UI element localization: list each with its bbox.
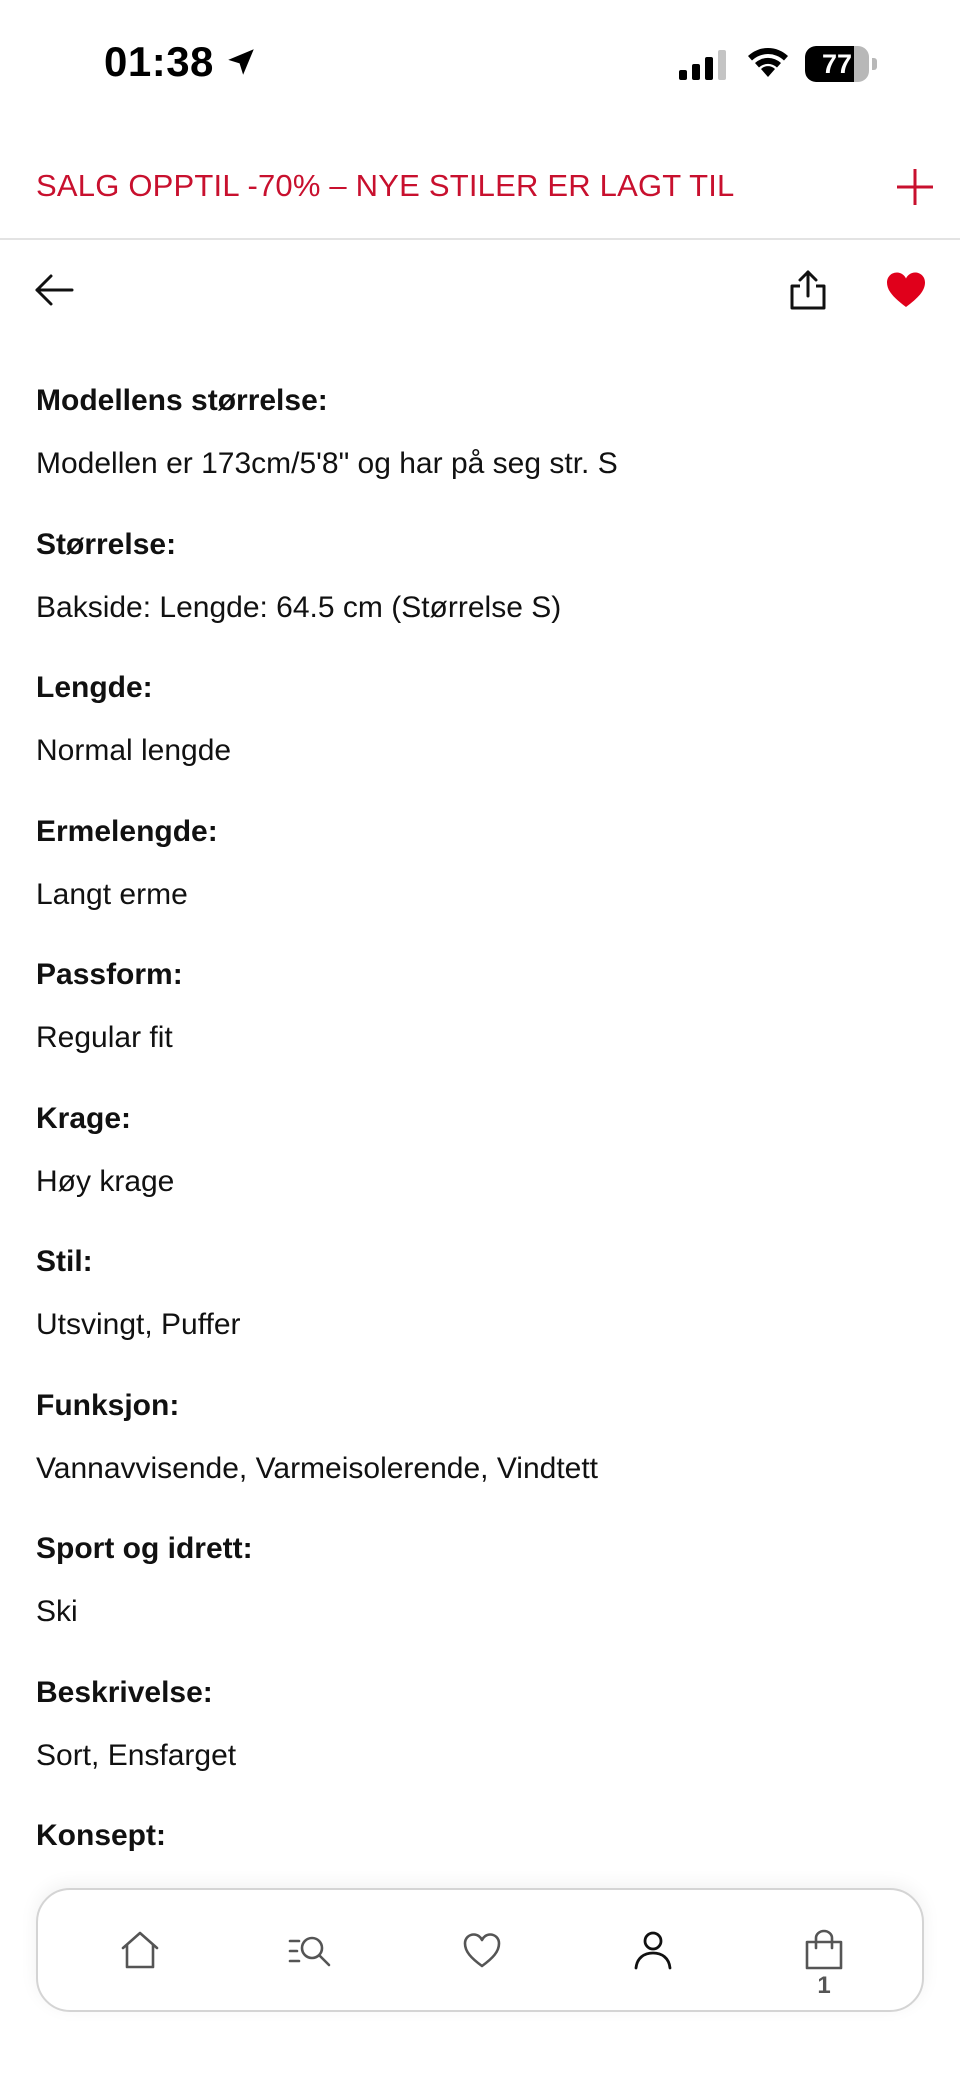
arrow-left-icon[interactable] xyxy=(32,268,76,312)
heart-outline-icon xyxy=(460,1928,504,1972)
attribute-value: Regular fit xyxy=(36,1021,173,1054)
attribute-label: Passform: xyxy=(36,958,183,991)
bag-count-badge: 1 xyxy=(817,1972,831,1999)
tab-favorites[interactable] xyxy=(422,1890,542,2010)
tab-account[interactable] xyxy=(593,1890,713,2010)
attribute-model-size xyxy=(36,374,916,518)
wifi-icon xyxy=(745,44,791,80)
tab-bag[interactable] xyxy=(764,1890,884,2010)
tab-search[interactable] xyxy=(250,1890,370,2010)
status-time: 01:38 xyxy=(104,38,214,85)
location-arrow-icon xyxy=(224,45,258,79)
share-icon[interactable] xyxy=(786,268,830,312)
attribute-label: Sport og idrett: xyxy=(36,1532,253,1565)
shopping-bag-icon xyxy=(802,1928,846,1972)
attribute-sport xyxy=(36,1522,916,1666)
attribute-value: Modellen er 173cm/5'8" og har på seg str. S xyxy=(36,447,618,480)
promo-text: SALG OPPTIL -70% – NYE STILER ER LAGT TIL xyxy=(36,168,735,203)
attribute-collar xyxy=(36,1092,916,1236)
tab-home[interactable] xyxy=(80,1890,200,2010)
battery-body xyxy=(805,46,869,82)
attribute-sleeve-length xyxy=(36,805,916,949)
attribute-description xyxy=(36,1666,916,1810)
attribute-label: Beskrivelse: xyxy=(36,1675,213,1709)
battery-level: 77 xyxy=(821,49,853,79)
attribute-label: Lengde: xyxy=(36,671,153,704)
plus-icon[interactable] xyxy=(894,166,936,208)
attribute-label: Stil: xyxy=(36,1245,93,1278)
home-icon xyxy=(118,1928,162,1972)
attribute-label: Ermelengde: xyxy=(36,814,218,848)
status-time-group xyxy=(104,38,258,86)
cellular-signal-icon xyxy=(679,50,729,80)
attribute-value: Utsvingt, Puffer xyxy=(36,1308,241,1341)
battery-tip xyxy=(872,58,877,70)
attribute-value: Vannavvisende, Varmeisolerende, Vindtett xyxy=(36,1451,599,1485)
attribute-fit xyxy=(36,948,916,1092)
attribute-function xyxy=(36,1379,916,1523)
status-bar xyxy=(0,0,960,130)
attribute-size xyxy=(36,518,916,662)
attribute-value: Bakside: Lengde: 64.5 cm (Størrelse S) xyxy=(36,590,562,624)
menu-search-icon xyxy=(288,1928,332,1972)
attribute-label: Størrelse: xyxy=(36,527,177,561)
bottom-tab-bar xyxy=(36,1888,924,2012)
attribute-value: Høy krage xyxy=(36,1164,175,1198)
promo-banner[interactable] xyxy=(0,130,960,240)
heart-filled-icon[interactable] xyxy=(884,268,928,312)
attribute-value: Sort, Ensfarget xyxy=(36,1738,237,1772)
attribute-value: Ski xyxy=(36,1595,78,1628)
attribute-label: Konsept: xyxy=(36,1819,166,1852)
product-attributes xyxy=(36,374,916,1953)
attribute-value: Normal lengde xyxy=(36,734,232,767)
attribute-label: Funksjon: xyxy=(36,1388,180,1422)
attribute-value: Langt erme xyxy=(36,877,188,911)
attribute-length xyxy=(36,661,916,805)
attribute-label: Krage: xyxy=(36,1101,132,1135)
attribute-label: Modellens størrelse: xyxy=(36,384,328,417)
battery-icon xyxy=(805,46,875,82)
attribute-style xyxy=(36,1235,916,1379)
person-icon xyxy=(631,1928,675,1972)
